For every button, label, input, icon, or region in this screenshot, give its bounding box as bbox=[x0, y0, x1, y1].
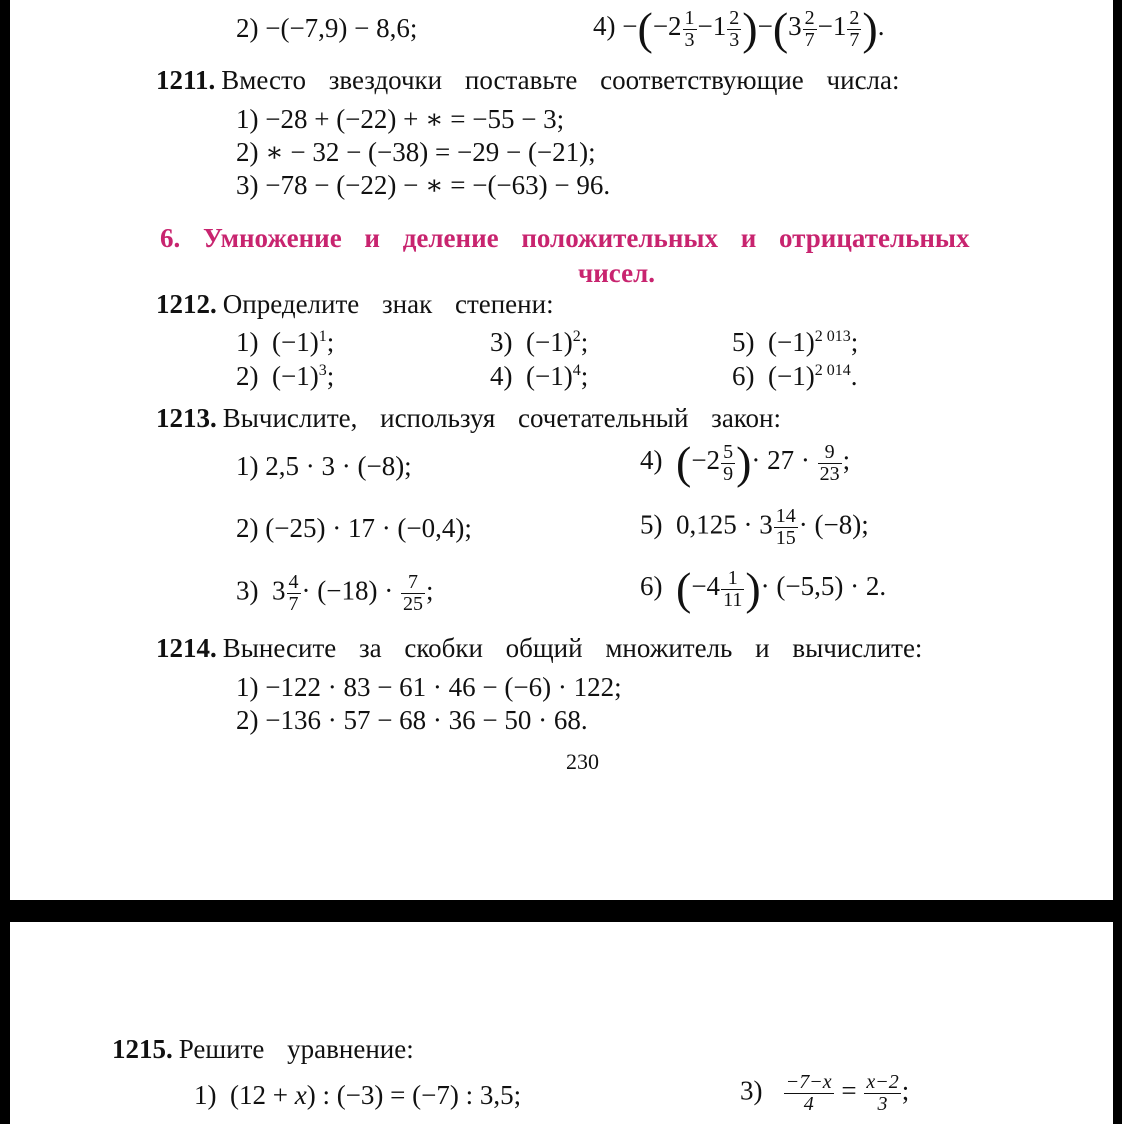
page-number: 230 bbox=[566, 749, 599, 774]
textbook-page-230 bbox=[10, 0, 1113, 900]
ex1210-item-2: 2) −(−7,9) − 8,6; bbox=[236, 13, 418, 43]
exercise-1212: 1212. Определите знак степени: bbox=[156, 289, 554, 319]
ex1215-item-1: 1) (12 + x) : (−3) = (−7) : 3,5; bbox=[194, 1080, 522, 1110]
ex1213-item-4: 4) (−2 $\frac{5}{9}$ )· 27 · $\frac{9}{23}$ ; bbox=[640, 437, 851, 488]
exercise-1214: 1214. Вынесите за скобки общий множитель и вычислите: bbox=[156, 633, 923, 663]
ex1211-item-2: 2) ∗ − 32 − (−38) = −29 − (−21); bbox=[236, 137, 596, 167]
ex1212-item-1: 1) $(-1)^1$; bbox=[236, 327, 335, 357]
ex1213-item-3: 3) 3 $\frac{4}{7}$ · (−18) · $\frac{7}{25}$ ; bbox=[236, 571, 434, 615]
ex1214-item-1: 1) −122 · 83 − 61 · 46 − (−6) · 122; bbox=[236, 672, 622, 702]
ex1214-item-2: 2) −136 · 57 − 68 · 36 − 50 · 68. bbox=[236, 705, 588, 735]
ex1213-item-6: 6) (−4 $\frac{1}{11}$ )· (−5,5) · 2. bbox=[640, 563, 887, 614]
ex1212-item-5: 5) $(-1)^{2 013}$; bbox=[732, 327, 859, 357]
ex1212-item-4: 4) $(-1)^4$; bbox=[490, 361, 589, 391]
ex1212-item-2: 2) $(-1)^3$; bbox=[236, 361, 335, 391]
exercise-1211: 1211. Вместо звездочки поставьте соответствующие числа: bbox=[156, 65, 900, 95]
section-heading-line2: чисел. bbox=[578, 258, 655, 288]
ex1212-item-6: 6) $(-1)^{2 014}$. bbox=[732, 361, 858, 391]
exercise-1215: 1215. Решите уравнение: bbox=[112, 1034, 414, 1064]
exercise-1213: 1213. Вычислите, используя сочетательный закон: bbox=[156, 403, 781, 433]
section-heading-line1: 6. Умножение и деление положительных и отрицательных bbox=[160, 223, 970, 253]
ex1211-item-1: 1) −28 + (−22) + ∗ = −55 − 3; bbox=[236, 104, 565, 134]
ex1213-item-5: 5) 0,125 · 3 $\frac{14}{15}$ · (−8); bbox=[640, 505, 869, 549]
ex1215-item-3: 3) $\frac{-7-x}{4}$ = $\frac{x-2}{3}$ ; bbox=[740, 1071, 910, 1115]
ex1211-item-3: 3) −78 − (−22) − ∗ = −(−63) − 96. bbox=[236, 170, 611, 200]
textbook-page-231 bbox=[10, 922, 1113, 1124]
ex1213-item-1: 1) 2,5 · 3 · (−8); bbox=[236, 451, 412, 481]
ex1210-item-4: 4) −(−2 $\frac{1}{3}$ −1 $\frac{2}{3}$ )−(3 $\frac{2}{7}$ −1 $\frac{2}{7}$ ). bbox=[593, 3, 885, 54]
ex1212-item-3: 3) $(-1)^2$; bbox=[490, 327, 589, 357]
ex1213-item-2: 2) (−25) · 17 · (−0,4); bbox=[236, 513, 472, 543]
